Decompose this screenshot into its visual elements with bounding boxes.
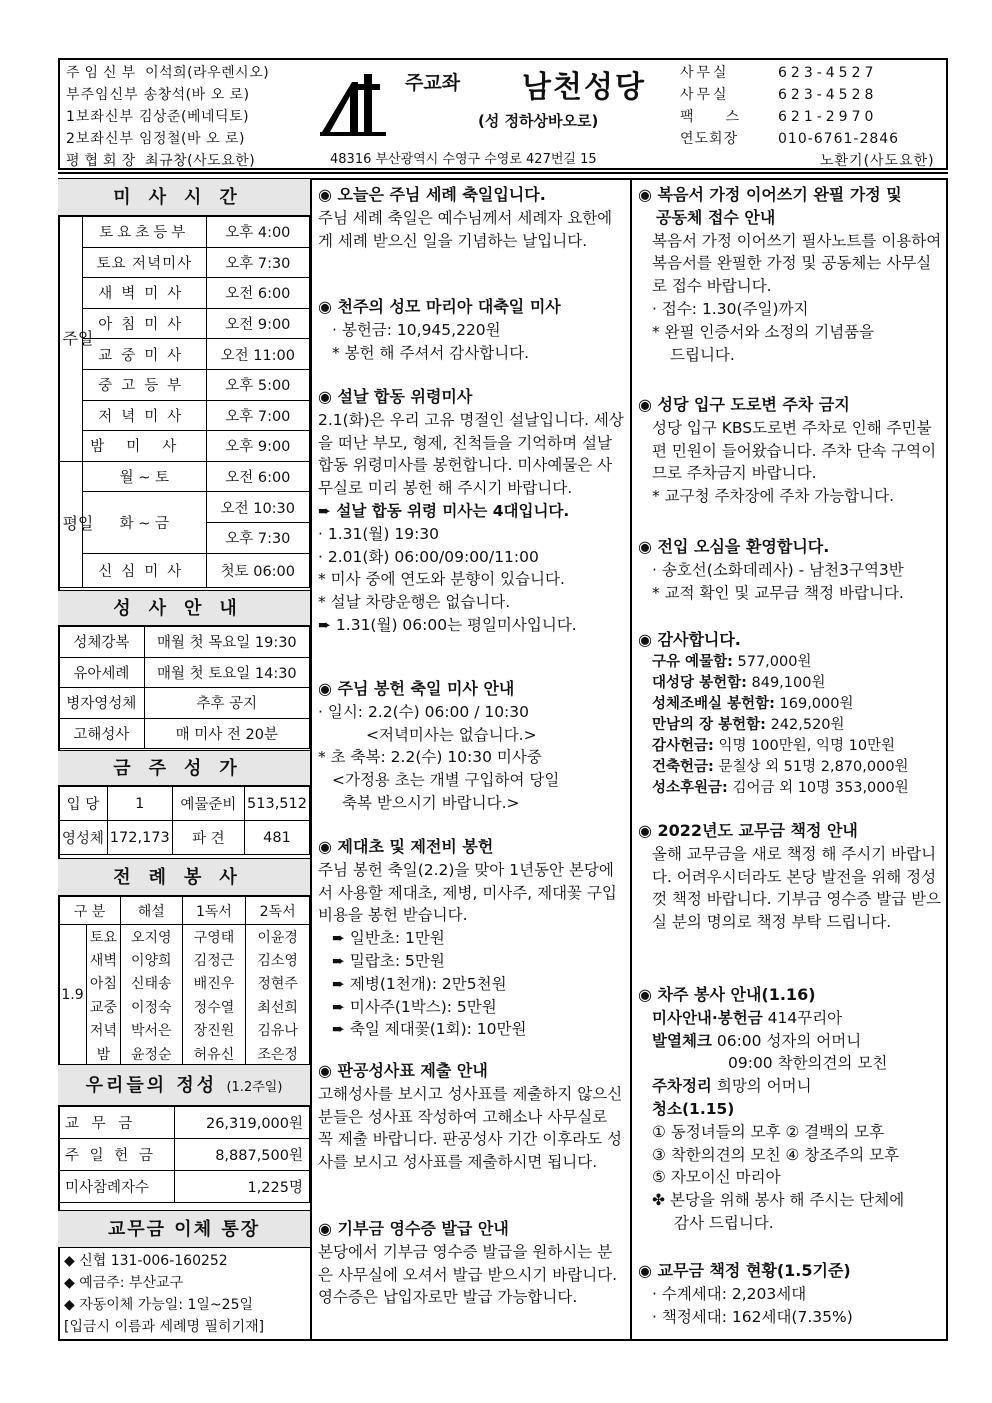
- table-row: [59, 369, 310, 400]
- table-row: [59, 247, 310, 278]
- thanks-row: 구유 예물함: 577,000원: [652, 654, 812, 670]
- contact-list: [680, 62, 935, 172]
- notice-heading: ◉ 2022년도 교무금 책정 안내: [638, 821, 858, 840]
- notice-thanks: [638, 628, 944, 799]
- mass-times-table: [58, 216, 310, 588]
- notice-heading: ◉ 주님 봉헌 축일 미사 안내: [318, 679, 515, 698]
- notice-new-year-memorial: ◉ 설날 합동 위령미사 2.1(화)은 우리 고유 명절인 설날입니다. 세상을 떠난 부모, 형제, 친척들을 기억하며 설날 합동 위령미사를 봉헌합니다. 미사예물은 사무실로 미리 봉헌 해 주시기 바랍니다. ➨ 설날 합동 위령 미사는 4대입니다. · 1.31(월) 19:30 · 2.01(화) 06:00/09:00/11:00 * 미사 중에 연도와 분향이 있습니다. * 설날 차량운행은 없습니다. ➨ 1.31(월) 06:00는 평일미사입니다.: [318, 386, 626, 637]
- bank-line: ◆ 예금주: 부산교구: [64, 1275, 184, 1291]
- notice-welcome: ◉ 전입 오심을 환영합니다. · 송호선(소화데레사) - 남천3구역3반 * 교적 확인 및 교무금 책정 바랍니다.: [638, 536, 944, 604]
- mass-name: 저녁미사: [82, 400, 206, 431]
- notice-heading: ◉ 설날 합동 위령미사: [318, 387, 473, 406]
- table-row: 유아세례 매월 첫 토요일 14:30: [59, 657, 310, 688]
- notice-tithe-2022: [638, 820, 944, 934]
- table-row: [59, 278, 310, 309]
- contact-row: 노환기(사도요한): [820, 153, 935, 169]
- offerings-title: 우리들의 정성 (1.2주일): [58, 1064, 310, 1106]
- ministry-title: 전례봉사: [58, 858, 310, 896]
- notice-body: 성당 입구 KBS도로변 주차로 인해 주민불편 민원이 들어왔습니다. 주차 단속 구역이므로 주차금지 바랍니다.: [652, 418, 937, 483]
- table-row: 영성체 172,173 파 견 481: [59, 821, 310, 855]
- notice-heading: ◉ 전입 오심을 환영합니다.: [638, 537, 830, 556]
- mass-name: 신심미사: [82, 553, 206, 587]
- mass-name: 토요초등부: [82, 217, 206, 248]
- thanks-row: 성체조배실 봉헌함: 169,000원: [652, 696, 854, 712]
- notice-heading: ◉ 오늘은 주님 세례 축일입니다.: [318, 185, 546, 204]
- ministry-table: [58, 896, 310, 1066]
- diocese-label: 주교좌: [405, 72, 461, 94]
- table-row: 성체강복 매월 첫 목요일 19:30: [59, 627, 310, 658]
- notice-heading: ◉ 천주의 성모 마리아 대축일 미사: [318, 297, 561, 316]
- table-row: [59, 492, 310, 523]
- table-row: [59, 461, 310, 492]
- table-row: 입 당 1 예물준비 513,512: [59, 787, 310, 821]
- staff-row: 평협회장 최규창(사도요한): [66, 153, 256, 169]
- notice-confession-card: [318, 1060, 626, 1174]
- sacraments-title: 성사안내: [58, 590, 310, 626]
- notice-baptism: [318, 184, 626, 252]
- right-column: [632, 178, 948, 1341]
- parish-patron: (성 정하상바오로): [478, 112, 599, 130]
- table-row: [59, 553, 310, 587]
- mass-time: 오전 9:00: [206, 308, 309, 339]
- center-column: [312, 178, 632, 1341]
- staff-row: 2보좌신부 임정철(바 오 로): [66, 131, 245, 147]
- table-row: [59, 400, 310, 431]
- mass-name: 밤미사: [82, 431, 206, 462]
- notice-body: 복음서 가정 이어쓰기 필사노트를 이용하여 복음서를 완필한 가정 및 공동체는 사무실로 접수 바랍니다.: [652, 231, 942, 296]
- table-row: 저녁 박서은 장진원 김유나: [59, 1019, 310, 1043]
- notice-presentation-mass: ◉ 주님 봉헌 축일 미사 안내 · 일시: 2.2(수) 06:00 / 10:30 <저녁미사는 없습니다.> * 초 축복: 2.2(수) 10:30 미사중 <가정용 초는 개별 구입하여 당일 축복 받으시기 바랍니다.>: [318, 678, 626, 815]
- notice-heading: ◉ 감사합니다.: [638, 630, 741, 649]
- notice-heading: ◉ 판공성사표 제출 안내: [318, 1061, 488, 1080]
- table-row: 교 무 금 26,319,000원: [59, 1107, 310, 1139]
- notice-gospel-copying: ◉ 복음서 가정 이어쓰기 완필 가정 및 공동체 접수 안내 복음서 가정 이어쓰기 필사노트를 이용하여 복음서를 완필한 가정 및 공동체는 사무실로 접수 바랍니다. · 접수: 1.30(주일)까지 * 완필 인증서와 소정의 기념품을 드립니다.: [638, 184, 944, 366]
- mass-time: 오후 4:00: [206, 217, 309, 248]
- sacraments-table: [58, 626, 310, 749]
- table-row: [59, 217, 310, 248]
- notice-heading: ◉ 성당 입구 도로변 주차 금지: [638, 395, 850, 414]
- table-row: 밤 윤정순 허유신 조은정: [59, 1042, 310, 1066]
- staff-row: 부주임신부 송창석(바 오 로): [66, 87, 250, 103]
- thanks-row: 대성당 봉헌함: 849,100원: [652, 675, 826, 691]
- notice-body: 본당에서 기부금 영수증 발급을 원하시는 분은 사무실에 오셔서 발급 받으시기 바랍니다. 영수증은 납입자로만 발급 가능합니다.: [318, 1242, 618, 1307]
- table-row: [59, 308, 310, 339]
- notice-no-parking: ◉ 성당 입구 도로변 주차 금지 성당 입구 KBS도로변 주차로 인해 주민불편 민원이 들어왔습니다. 주차 단속 구역이므로 주차금지 바랍니다. * 교구청 주차장에 주차 가능합니다.: [638, 394, 944, 508]
- bulletin-header: [58, 58, 948, 170]
- mass-name: 새벽미사: [82, 278, 206, 309]
- notice-body: 주님 세례 축일은 예수님께서 세례자 요한에게 세례 받으신 일을 기념하는 날입니다.: [318, 208, 613, 250]
- bank-title: 교무금 이체 통장: [58, 1210, 310, 1248]
- table-row: [59, 339, 310, 370]
- mass-name: 교중미사: [82, 339, 206, 370]
- mass-time: 오전 6:00: [206, 461, 309, 492]
- table-row: 1.9 토요 오지영 구영태 이윤경: [59, 925, 310, 949]
- thanks-row: 성소후원금: 김어금 외 10명 353,000원: [652, 780, 909, 796]
- notice-next-week-service: ◉ 차주 봉사 안내(1.16) 미사안내·봉헌금 414꾸리아 발열체크 06:00 성자의 어머니 09:00 착한의견의 모친 주차정리 희망의 어머니 청소(1.15) ① 동정녀들의 모후 ② 결백의 모후 ③ 착한의견의 모친 ④ 창조주의 모후 ⑤ 자모이신 마리아 ✤ 본당을 위해 봉사 해 주시는 단체에 감사 드립니다.: [638, 984, 944, 1235]
- thanks-row: 감사헌금: 익명 100만원, 익명 10만원: [652, 738, 896, 754]
- notice-heading: ◉ 교무금 책정 현황(1.5기준): [638, 1261, 851, 1280]
- notice-heading: ◉ 기부금 영수증 발급 안내: [318, 1219, 509, 1238]
- contact-row: 사무실 623-4528: [680, 87, 878, 103]
- mass-time: 첫토 06:00: [206, 553, 309, 587]
- notice-heading: ◉ 복음서 가정 이어쓰기 완필 가정 및: [638, 185, 902, 204]
- bank-line: [입금시 이름과 세례명 필히기재]: [64, 1319, 265, 1335]
- hymns-table: [58, 786, 310, 855]
- contact-row: 팩스 621-2970: [680, 109, 878, 125]
- table-row: 주 일 헌 금 8,887,500원: [59, 1139, 310, 1171]
- bank-line: ◆ 신협 131-006-160252: [64, 1253, 228, 1269]
- notice-body: 2.1(화)은 우리 고유 명절인 설날입니다. 세상을 떠난 부모, 형제, 친척들을 기억하며 설날 합동 위령미사를 봉헌합니다. 미사예물은 사무실로 미리 봉헌 해 주시기 바랍니다.: [318, 410, 624, 498]
- mass-time: 오전 11:00: [206, 339, 309, 370]
- mass-time: 오전 10:30: [206, 492, 309, 523]
- notice-body: 주님 봉헌 축일(2.2)을 맞아 1년동안 본당에서 사용할 제대초, 제병, 미사주, 제대꽃 구입 비용을 봉헌 받습니다.: [318, 860, 617, 925]
- staff-row: 1보좌신부 김상준(베네딕토): [66, 109, 250, 125]
- mass-name: 토요 저녁미사: [82, 247, 206, 278]
- contact-row: 사무실 623-4527: [680, 65, 878, 81]
- notice-tithe-status: ◉ 교무금 책정 현황(1.5기준) · 수계세대: 2,203세대 · 책정세대: 162세대(7.35%): [638, 1260, 944, 1328]
- thanks-row: 건축헌금: 문칠상 외 51명 2,870,000원: [652, 759, 909, 775]
- notice-mary-mass: ◉ 천주의 성모 마리아 대축일 미사 · 봉헌금: 10,945,220원 * 봉헌 해 주셔서 감사합니다.: [318, 296, 626, 364]
- notice-heading: ◉ 차주 봉사 안내(1.16): [638, 985, 816, 1004]
- header-divider: [58, 172, 948, 174]
- sidebar: [58, 178, 312, 1341]
- table-row: 병자영성체 추후 공지: [59, 688, 310, 719]
- staff-row: 주임신부 이석희(라우렌시오): [66, 65, 270, 81]
- mass-time: 오후 7:30: [206, 522, 309, 553]
- notice-body: 올해 교무금을 새로 책정 해 주시기 바랍니다. 어려우시더라도 본당 발전을 위해 정성껏 책정 바랍니다. 기부금 영수증 발급 받으실 분의 명의로 책정 부탁 드립니다.: [652, 844, 942, 932]
- table-row: 고해성사 매 미사 전 20분: [59, 718, 310, 749]
- offerings-table: [58, 1106, 310, 1203]
- weekday-label: 평일: [59, 461, 83, 587]
- sunday-label: 주일: [59, 217, 83, 462]
- mass-time: 오후 9:00: [206, 431, 309, 462]
- mass-name: 화 ~ 금: [82, 492, 206, 553]
- bank-line: ◆ 자동이체 가능일: 1일~25일: [64, 1297, 254, 1313]
- mass-name: 중고등부: [82, 369, 206, 400]
- table-row: 아침 신태송 배진우 정현주: [59, 972, 310, 996]
- mass-name: 월 ~ 토: [82, 461, 206, 492]
- notice-body: 고해성사를 보시고 성사표를 제출하지 않으신분들은 성사표 작성하여 고해소나 사무실로 꼭 제출 바랍니다. 판공성사 기간 이후라도 성사를 보시고 성사표를 제출하시면 됩니다.: [318, 1084, 623, 1172]
- mass-times-title: 미사시간: [58, 178, 310, 216]
- parish-name: 남천성당: [522, 70, 646, 105]
- bank-info: [64, 1250, 264, 1338]
- notice-heading: ◉ 제대초 및 제전비 봉헌: [318, 837, 494, 856]
- notice-altar-offerings: ◉ 제대초 및 제전비 봉헌 주님 봉헌 축일(2.2)을 맞아 1년동안 본당에서 사용할 제대초, 제병, 미사주, 제대꽃 구입 비용을 봉헌 받습니다. ➨ 일반초: 1만원 ➨ 밀랍초: 5만원 ➨ 제병(1천개): 2만5천원 ➨ 미사주(1박스): 5만원 ➨ 축일 제대꽃(1회): 10만원: [318, 836, 626, 1041]
- hymns-title: 금주성가: [58, 750, 310, 786]
- table-row: 교중 이정숙 정수열 최선희: [59, 995, 310, 1019]
- mass-name: 아침미사: [82, 308, 206, 339]
- thanks-row: 만남의 장 봉헌함: 242,520원: [652, 717, 845, 733]
- table-row: [59, 431, 310, 462]
- table-row: 새벽 이양희 김정근 김소영: [59, 948, 310, 972]
- church-logo-icon: [318, 66, 388, 138]
- mass-time: 오전 6:00: [206, 278, 309, 309]
- notice-donation-receipt: [318, 1218, 626, 1309]
- table-row: 미사참례자수 1,225명: [59, 1171, 310, 1203]
- staff-list: [66, 62, 269, 172]
- mass-time: 오후 7:00: [206, 400, 309, 431]
- contact-row: 연도회장 010-6761-2846: [680, 131, 900, 147]
- table-row: 구 분 해설 1독서 2독서: [59, 897, 310, 925]
- mass-time: 오후 5:00: [206, 369, 309, 400]
- mass-time: 오후 7:30: [206, 247, 309, 278]
- parish-address: 48316 부산광역시 수영구 수영로 427번길 15: [330, 152, 597, 167]
